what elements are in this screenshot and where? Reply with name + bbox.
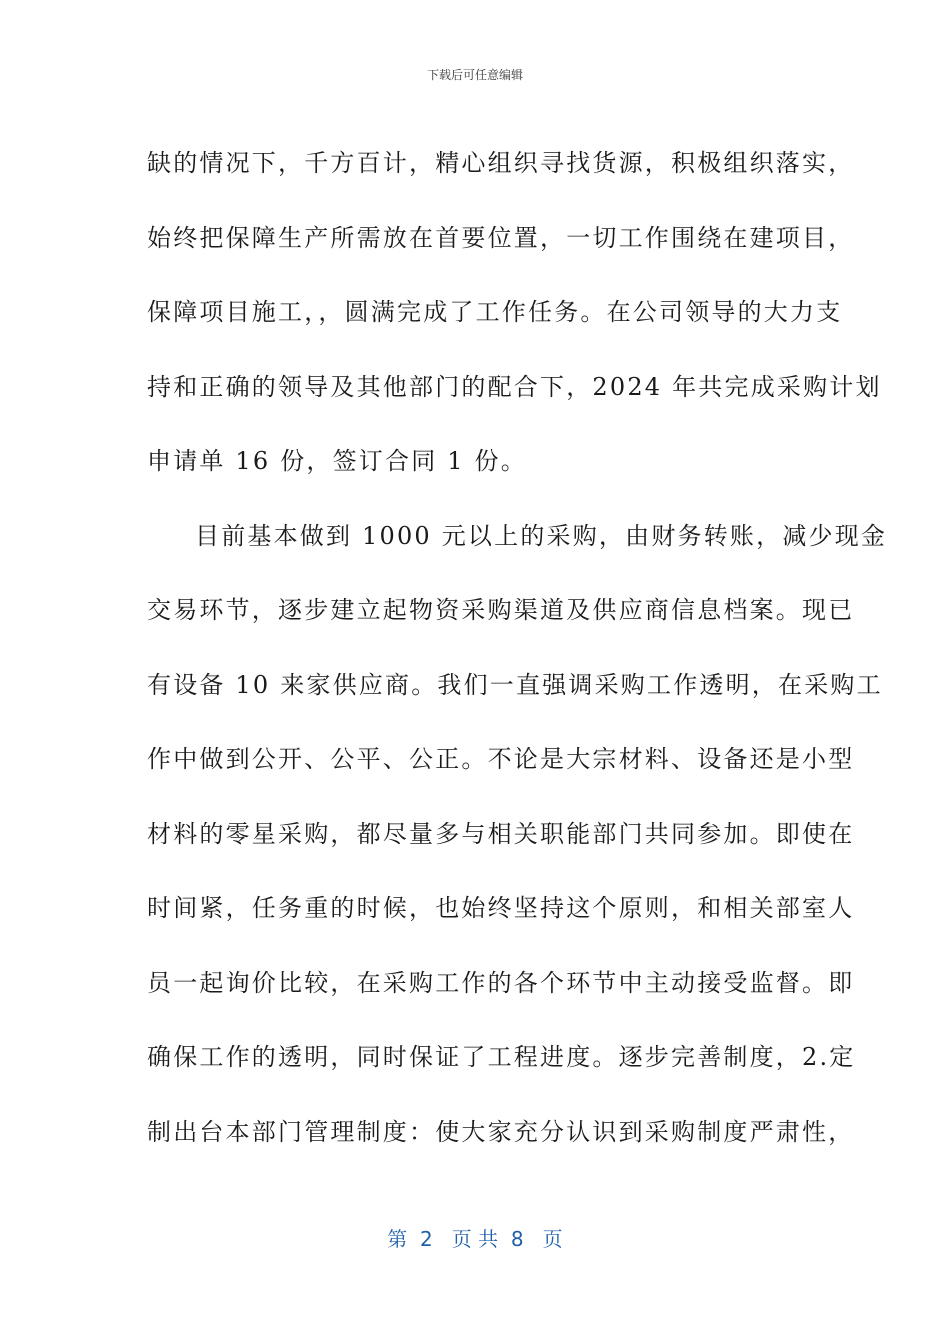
text-line: 缺的情况下，千方百计，精心组织寻找货源，积极组织落实， xyxy=(147,149,855,177)
text-line: 申请单 16 份，签订合同 1 份。 xyxy=(147,447,527,475)
text-line: 作中做到公开、公平、公正。不论是大宗材料、设备还是小型 xyxy=(147,745,855,773)
page-number: 第 2 页 共 8 页 xyxy=(387,1227,563,1251)
paragraph-1 xyxy=(147,126,882,499)
text-line: 时间紧，任务重的时候，也始终坚持这个原则，和相关部室人 xyxy=(147,894,855,922)
text-line: 材料的零星采购，都尽量多与相关职能部门共同参加。即使在 xyxy=(147,819,855,848)
document-body xyxy=(147,126,888,1169)
text-line: 确保工作的透明，同时保证了工程进度。逐步完善制度，2.定 xyxy=(147,1043,856,1071)
text-line: 有设备 10 来家供应商。我们一直强调采购工作透明，在采购工 xyxy=(147,670,883,699)
text-line: 员一起询价比较，在采购工作的各个环节中主动接受监督。即 xyxy=(147,968,855,997)
text-line: 持和正确的领导及其他部门的配合下，2024 年共完成采购计划 xyxy=(147,372,882,401)
text-line: 始终把保障生产所需放在首要位置，一切工作围绕在建项目， xyxy=(147,223,855,252)
text-line: 制出台本部门管理制度：使大家充分认识到采购制度严肃性， xyxy=(147,1117,855,1146)
header-note: 下载后可任意编辑 xyxy=(426,68,523,82)
text-line: 目前基本做到 1000 元以上的采购，由财务转账，减少现金 xyxy=(195,521,888,550)
text-line: 交易环节，逐步建立起物资采购渠道及供应商信息档案。现已 xyxy=(147,596,855,624)
paragraph-2 xyxy=(147,499,888,1170)
text-line: 保障项目施工，，圆满完成了工作任务。在公司领导的大力支 xyxy=(147,298,843,326)
